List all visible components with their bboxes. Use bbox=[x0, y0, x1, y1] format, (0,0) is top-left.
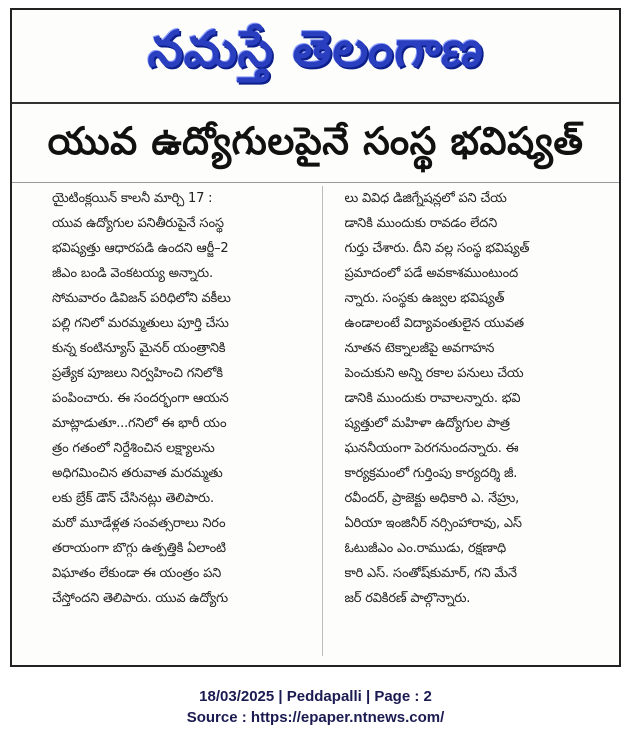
article-line: గుర్తు చేశారు. దీని వల్ల సంస్థ భవిష్యత్ bbox=[344, 241, 530, 256]
article-line: ష్యత్తులో మహిళా ఉద్యోగుల పాత్ర bbox=[344, 416, 510, 431]
article-line: కారి ఎస్. సంతోష్‌కుమార్, గని మేనే bbox=[344, 566, 517, 581]
headline-text: యువ ఉద్యోగులపైనే సంస్థ భవిష్యత్ bbox=[47, 119, 584, 163]
article-line: తరాయంగా బొగ్గు ఉత్పత్తికి ఏలాంటి bbox=[52, 541, 226, 556]
article-line: చేస్తోందని తెలిపారు. యువ ఉద్యోగు bbox=[52, 591, 228, 606]
article-line: ప్రత్యేక పూజలు నిర్వహించి గనిలోకి bbox=[52, 366, 223, 381]
article-line: లు వివిధ డిజిగ్నేషన్లలో పని చేయ bbox=[344, 191, 507, 206]
masthead-divider bbox=[12, 102, 619, 104]
article-line: అధిగమించిన తరువాత మరమ్మతు bbox=[52, 466, 223, 481]
article-line: లకు బ్రేక్ డౌన్ చేసినట్లు తెలిపారు. bbox=[52, 491, 214, 506]
article-line: భవిష్యత్తు ఆధారపడి ఉందని ఆర్జీ–2 bbox=[52, 241, 229, 256]
article-line: పెంచుకుని అన్ని రకాల పనులు చేయ bbox=[344, 366, 524, 381]
column-divider bbox=[322, 186, 323, 656]
article-line: కున్న కంటిన్యూస్ మైనర్ యంత్రానికి bbox=[52, 341, 226, 356]
headline-divider bbox=[12, 182, 619, 183]
article-body bbox=[52, 186, 592, 656]
article-line: విఘాతం లేకుండా ఈ యంత్రం పని bbox=[52, 566, 222, 581]
article-line: డానికి ముందుకు రావడం లేదని bbox=[344, 216, 498, 231]
article-line: ఓటుజీఎం ఎం.రాముడు, రక్షణాధి bbox=[344, 541, 507, 556]
right-column bbox=[345, 186, 593, 656]
masthead-logo: నమస్తే తెలంగాణ bbox=[145, 19, 488, 78]
article-line: కార్యక్రమంలో గుర్తింపు కార్యదర్శి జీ. bbox=[344, 466, 518, 481]
footer-source: Source : https://epaper.ntnews.com/ bbox=[186, 709, 445, 726]
footer bbox=[0, 686, 631, 728]
headline bbox=[12, 114, 619, 178]
article-line: ఉండాలంటే విద్యావంతులైన యువత bbox=[344, 316, 524, 331]
article-line: పంపించారు. ఈ సందర్భంగా ఆయన bbox=[52, 391, 229, 406]
left-column bbox=[52, 186, 300, 656]
article-line: మాట్లాడుతూ...గనిలో ఈ భారీ యం bbox=[52, 416, 227, 431]
article-line: న్నారు. సంస్థకు ఉజ్వల భవిష్యత్ bbox=[344, 291, 505, 306]
newspaper-clipping bbox=[10, 8, 621, 667]
article-line: పల్లి గనిలో మరమ్మతులు పూర్తి చేసు bbox=[52, 316, 229, 331]
article-line: ఘననీయంగా పెరగనుందన్నారు. ఈ bbox=[344, 441, 519, 456]
footer-dateline: 18/03/2025 | Peddapalli | Page : 2 bbox=[199, 688, 432, 705]
article-line: ఏరియా ఇంజినీర్ నర్సింహారావు, ఎస్ bbox=[344, 516, 522, 531]
article-line: మరో మూడేళ్లత సంవత్సరాలు నిరం bbox=[52, 516, 226, 531]
article-line: నూతన టెక్నాలజీపై అవగాహన bbox=[344, 341, 495, 356]
article-line: రవీందర్, ప్రాజెక్టు అధికారి ఎ. నేహ్రు, bbox=[344, 491, 520, 506]
article-line: ప్రమాదంలో పడే అవకాశముంటుంద bbox=[344, 266, 519, 281]
article-line: జర్ రవికిరణ్ పాల్గొన్నారు. bbox=[344, 591, 471, 606]
article-line: డానికి ముందుకు రావాలన్నారు. భవి bbox=[344, 391, 521, 406]
article-line: యైటింక్లయిన్ కాలనీ మార్చి 17 : bbox=[52, 191, 213, 206]
masthead bbox=[12, 10, 619, 100]
article-line: సోమవారం డివిజన్ పరిధిలోని వకీలు bbox=[52, 291, 231, 306]
article-line: యువ ఉద్యోగుల పనితీరుపైనే సంస్థ bbox=[52, 216, 224, 231]
article-line: త్రం గతంలో నిర్దేశించిన లక్ష్యాలను bbox=[52, 441, 215, 456]
article-line: జీఎం బండి వెంకటయ్య అన్నారు. bbox=[52, 266, 213, 281]
